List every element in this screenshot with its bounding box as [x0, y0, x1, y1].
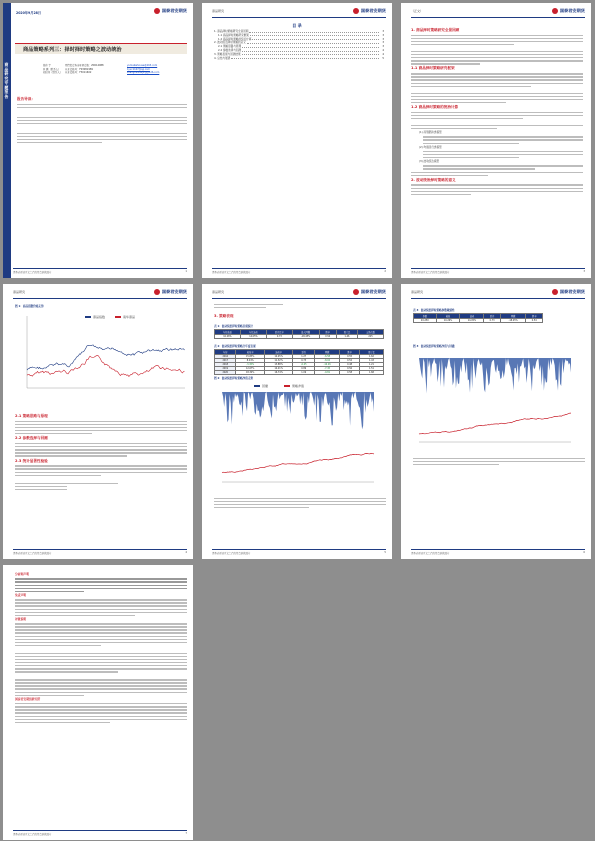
table-cell: 0.52 [340, 359, 360, 363]
section-heading: 1. 商品择时策略研究全景回顾 [411, 28, 460, 32]
table-caption: 表 2：波动统治择时策略分年度表现 [214, 345, 256, 348]
table-cell: 0.73 [293, 359, 315, 363]
table-cell: 1.43 [359, 359, 383, 363]
toc-title: 目 录 [292, 23, 302, 28]
table-cell: 12.67% [236, 367, 264, 371]
legend-label: 策略净值 [292, 384, 305, 388]
list-item: (3) 波动统治模型 [419, 160, 440, 164]
table-cell: 15.83% [236, 355, 264, 359]
section-heading: 2.2 参数选择与回测 [15, 436, 48, 441]
table-header-cell: 胜率 [319, 330, 336, 335]
page-footer: 请务必阅读正文之后的免责条款部分 2 [212, 270, 386, 274]
page-2 [202, 3, 392, 278]
page-3 [401, 3, 591, 278]
table-cell: 0.54 [319, 335, 336, 339]
table-header-cell: 参数 [414, 314, 437, 319]
report-title-box [15, 43, 187, 54]
logo-mark-icon [154, 8, 160, 14]
legend-label: 回撤 [262, 384, 269, 388]
table-cell: -18.45% [292, 335, 319, 339]
table-cell: 0.89 [293, 367, 315, 371]
toc-item[interactable]: 2.1 策略思路与原理 3 [218, 45, 384, 49]
nav-line [419, 413, 571, 434]
table-caption: 表 3：波动统治择时策略参数敏感性 [413, 309, 455, 312]
table-cell: -10.26 [315, 363, 340, 367]
logo-mark-icon [154, 289, 160, 295]
table-row [414, 319, 543, 323]
section-heading: 分析师声明 [15, 572, 29, 576]
page-footer: 请务必阅读正文之后的免责条款部分 5 [212, 551, 386, 555]
table-cell: -6.58 [315, 355, 340, 359]
table-cell: 225 [358, 335, 384, 339]
analyst-list [43, 64, 188, 75]
table-cell: 10.26% [215, 335, 241, 339]
page-footer: 请务必阅读正文之后的免责条款部分 7 [13, 832, 187, 836]
page-header: 商品研究 国泰君安期货 [13, 289, 187, 299]
list-item: (2) 均值回归类模型 [419, 145, 442, 149]
figure-caption: 图 1：商品指数价格走势 [15, 305, 44, 308]
disclaimer-block [15, 573, 187, 725]
analyst-row: 张伟 宇 期货投资咨询业务资格：Z0014088 yumaikehouse@163.com [43, 64, 158, 67]
table-cell: 14.05% [240, 335, 266, 339]
nav-line [222, 453, 374, 472]
table-header-cell: 收益 [436, 314, 460, 319]
legend-swatch [254, 385, 260, 387]
table-cell: 2019 [215, 367, 236, 371]
body-text [214, 496, 386, 510]
table-header-cell: 胜率 [340, 350, 360, 355]
table-cell: 0.56 [340, 367, 360, 371]
table-header-cell: 最大回撤 [292, 330, 319, 335]
legend-label: 南华商品 [123, 315, 136, 319]
page-header: 商品研究 国泰君安期货 [212, 289, 386, 299]
table-cell: 12.45% [264, 355, 292, 359]
page-footer: 请务必阅读正文之后的免责条款部分 3 [411, 270, 585, 274]
table-caption: 表 1：波动统治择时策略表现统计 [214, 325, 254, 328]
sidebar-label: 商品研究专题报告 [4, 62, 9, 99]
table-cell: 14.21% [264, 367, 292, 371]
table-of-contents [214, 30, 384, 60]
toc-item[interactable]: 2.2 参数选择与回测 4 [218, 48, 384, 52]
page-7 [3, 565, 193, 840]
toc-item[interactable]: 3. 策略表现与回测结果 4 [214, 52, 384, 56]
table-header-cell: 交易次数 [358, 330, 384, 335]
figure-caption: 图 2：波动统治择时策略净值走势 [214, 377, 254, 380]
table-cell: -3.45% [236, 363, 264, 367]
price-chart [15, 310, 187, 408]
logo-mark-icon [353, 289, 359, 295]
table-header-cell: 收益率 [236, 350, 264, 355]
drawdown-area [222, 392, 374, 429]
brand-logo: 国泰君安期货 [154, 8, 187, 14]
section-heading: 1.1 商品择时策略研究框架 [411, 66, 455, 71]
table-cell: 1.51 [359, 367, 383, 371]
table-cell: 1.27 [293, 355, 315, 359]
table-header-cell: 波动 [460, 314, 484, 319]
table-header-cell: 胜率 [526, 314, 543, 319]
nav-drawdown-chart-2 [413, 350, 585, 450]
stats-table [214, 329, 384, 339]
table-header-cell: 回撤 [315, 350, 340, 355]
report-title: 商品策略系列三：择时择时策略之波动统治 [23, 47, 122, 53]
section-heading: 评级说明 [15, 616, 27, 621]
toc-item[interactable]: 1. 商品择时策略研究全景回顾 3 [214, 30, 384, 33]
body-text [411, 28, 583, 197]
table-header-cell: 年化收益 [215, 330, 241, 335]
table-header-cell: 夏普比率 [266, 330, 292, 335]
table-cell: 11.32% [264, 359, 292, 363]
body-text [413, 456, 585, 467]
table-cell: -7.45 [315, 367, 340, 371]
table-cell: 18.32% [236, 371, 264, 375]
logo-mark-icon [353, 8, 359, 14]
report-date: 2020年9月28日 [16, 11, 42, 15]
body-text-top [214, 302, 386, 310]
table-row [215, 371, 384, 375]
drawdown-area [419, 358, 571, 394]
table-cell: 2016 [215, 355, 236, 359]
series-line-b [27, 355, 185, 376]
section-heading: 3. 策略表现 [214, 314, 234, 318]
logo-mark-icon [552, 8, 558, 14]
page-footer: 请务必阅读正文之后的免责条款部分 4 [13, 551, 187, 555]
section-heading: 免责声明 [15, 592, 27, 597]
table-cell: 1.21 [359, 363, 383, 367]
table-cell: -8.02 [315, 359, 340, 363]
section-heading: 国泰君安期货研究所 [15, 696, 41, 701]
table-cell: 16.74% [264, 371, 292, 375]
table-cell: 1.09 [293, 371, 315, 375]
table-cell: 14.05% [460, 319, 484, 323]
table-header-cell: 波动率 [264, 350, 292, 355]
table-cell: 0.73 [266, 335, 292, 339]
page-header: 商品研究 国泰君安期货 [411, 289, 585, 299]
table-row [215, 335, 384, 339]
table-cell: -0.25 [293, 363, 315, 367]
table-header-cell: 回撤 [500, 314, 526, 319]
legend-swatch [115, 316, 121, 318]
table-header-cell: 夏普 [484, 314, 501, 319]
section-heading: 2.1 策略思路与原理 [15, 414, 48, 418]
table-cell: 8.24% [236, 359, 264, 363]
page-5 [202, 284, 392, 559]
list-item: (1) 趋势跟踪类模型 [419, 131, 442, 135]
table-cell: -18.45% [500, 319, 526, 323]
table-cell: 0.48 [340, 363, 360, 367]
analyst-email-link[interactable]: zhangcaixuejing@126.com [127, 71, 160, 74]
series-line-a [27, 345, 185, 370]
section-heading: 2. 波动统治择时策略的意义 [411, 177, 456, 182]
table-header-cell: 年份 [215, 350, 236, 355]
table-cell: 13.88% [264, 363, 292, 367]
summary-block [17, 97, 187, 145]
nav-drawdown-chart [214, 382, 386, 492]
page-header: 商品研究 国泰君安期货 [212, 8, 386, 18]
legend-swatch [85, 316, 91, 318]
table-header-cell: 盈亏比 [359, 350, 383, 355]
table-cell: 2018 [215, 363, 236, 367]
yearly-table [214, 349, 384, 375]
table-cell: 2020 [215, 371, 236, 375]
section-heading: 2.3 统计显著性检验 [15, 458, 48, 463]
table-cell: 20-250 [414, 319, 437, 323]
analyst-email-link[interactable]: yumaikehouse@163.com [127, 64, 158, 67]
table-cell: 2017 [215, 359, 236, 363]
cover-sidebar [3, 3, 11, 278]
toc-item[interactable]: 1.1 商品择时策略研究框架 3 [218, 33, 384, 37]
table-header-cell: 年化波动 [240, 330, 266, 335]
page-4 [3, 284, 193, 559]
page-1 [3, 3, 193, 278]
summary-heading: 报告导读： [17, 97, 35, 101]
legend-label: 商品指数 [93, 315, 106, 319]
table-cell: 0.73 [484, 319, 501, 323]
table-cell: 10.26% [436, 319, 460, 323]
table-cell: 0.55 [340, 355, 360, 359]
table-cell: 1.62 [359, 355, 383, 359]
body-text [15, 414, 187, 492]
table-header-cell: 盈亏比 [336, 330, 357, 335]
page-header [15, 8, 187, 18]
table-cell: 1.68 [359, 371, 383, 375]
legend-swatch [284, 385, 290, 387]
table-cell: -9.81 [315, 371, 340, 375]
page-footer: 请务必阅读正文之后的免责条款部分 6 [411, 551, 585, 555]
analyst-row: 刘世伟（联系人） 从业资格号：F3011602 zhangcaixuejing@126.com [43, 71, 160, 74]
figure-caption: 图 3：波动统治择时策略净值与回撤 [413, 345, 455, 348]
page-footer: 请务必阅读正文之后的免责条款部分 1 [13, 270, 187, 274]
analyst-row: 崔 鹏（联系人） 从业资格号：F03081989 liyuc1167@qq.com [43, 67, 150, 71]
analyst-email-link[interactable]: liyuc1167@qq.com [127, 67, 150, 71]
page-6 [401, 284, 591, 559]
toc-item[interactable]: 4. 总结与展望 5 [214, 56, 384, 60]
page-header: （正文） 国泰君安期货 [411, 8, 585, 18]
table-cell: 1.46 [336, 335, 357, 339]
table-cell: 0.58 [340, 371, 360, 375]
table-cell: 0.54 [526, 319, 543, 323]
logo-mark-icon [552, 289, 558, 295]
table-header-cell: 夏普 [293, 350, 315, 355]
toc-item[interactable]: 1.2 商品择时策略的统治计算 3 [218, 37, 384, 41]
section-heading: 1.2 商品择时策略的统治计算 [411, 104, 459, 109]
param-table [413, 313, 543, 323]
toc-item[interactable]: 2. 波动统治择时策略的意义 3 [214, 41, 384, 45]
